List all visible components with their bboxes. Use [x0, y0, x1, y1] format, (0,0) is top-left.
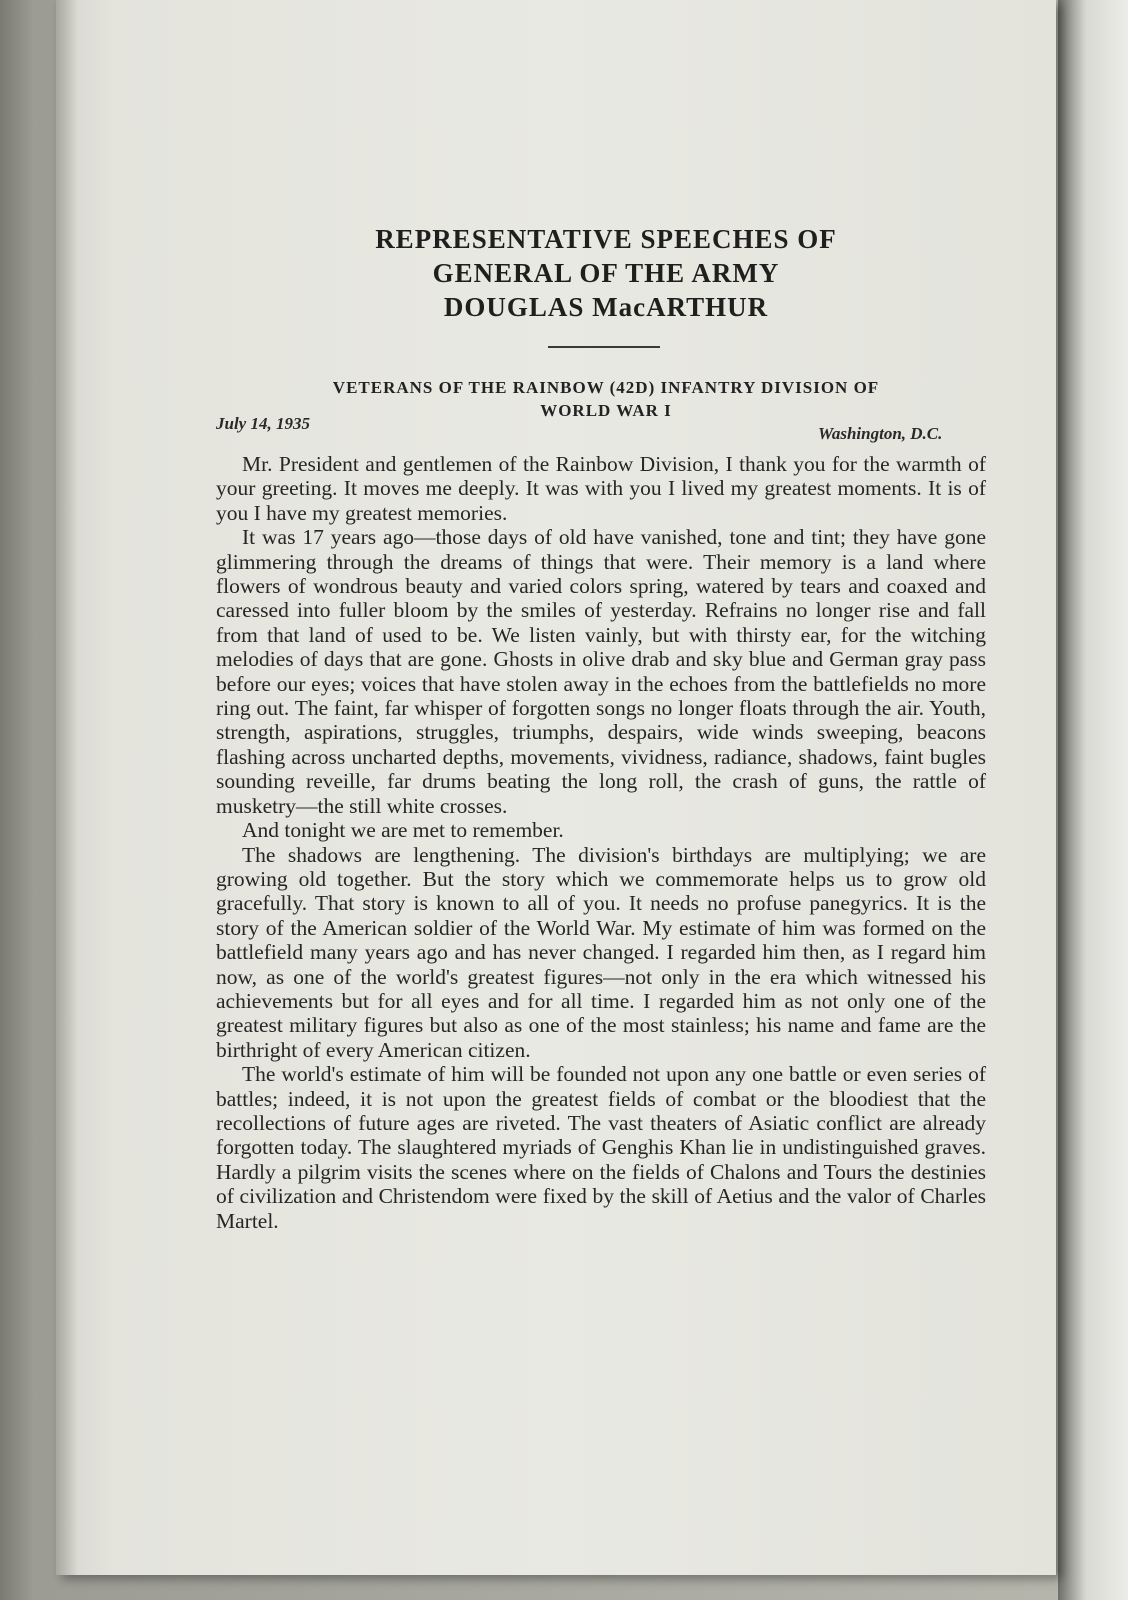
title-divider — [548, 346, 660, 348]
title-line-1: REPRESENTATIVE SPEECHES OF — [375, 224, 837, 254]
speech-body — [216, 452, 986, 1233]
speech-date: July 14, 1935 — [216, 414, 310, 433]
book-title — [216, 222, 996, 324]
title-line-3: DOUGLAS MacARTHUR — [443, 292, 769, 322]
paragraph: It was 17 years ago—those days of old have vanished, tone and tint; they have gone glimmering through the dreams of things that were. Their memory is a land where flowers of wondrous beauty and varied colors spring, watered by tears and coaxed and caressed into fuller bloom by the smiles of yesterday. Refrains no longer rise and fall from that land of used to be. We listen vainly, but with thirsty ear, for the witching melodies of days that are gone. Ghosts in olive drab and sky blue and German gray pass before our eyes; voices that have stolen away in the echoes from the battlefields no more ring out. The faint, far whisper of forgotten songs no longer floats through the air. Youth, strength, aspirations, struggles, triumphs, despairs, wide winds sweeping, beacons flashing across uncharted depths, movements, vividness, radiance, shadows, faint bugles sounding reveille, far drums beating the long roll, the crash of guns, the rattle of musketry—the still white crosses. — [216, 525, 986, 818]
paragraph: Mr. President and gentlemen of the Rainbow Division, I thank you for the warmth of your greeting. It moves me deeply. It was with you I lived my greatest moments. It is of you I have my greatest memories. — [216, 452, 986, 525]
page-gutter — [56, 0, 78, 1575]
speech-title-line-1: VETERANS OF THE RAINBOW (42D) INFANTRY DIVISION OF — [332, 378, 880, 397]
title-line-2: GENERAL OF THE ARMY — [432, 258, 780, 288]
book-page — [56, 0, 1056, 1575]
speech-title — [236, 376, 976, 422]
speech-title-line-2: WORLD WAR I — [540, 401, 672, 420]
paragraph: The world's estimate of him will be founded not upon any one battle or even series of battles; indeed, it is not upon the greatest fields of combat or the bloodiest that the recollections of future ages are riveted. The vast theaters of Asiatic conflict are already forgotten today. The slaughtered myriads of Genghis Khan lie in undistinguished graves. Hardly a pilgrim visits the scenes where on the fields of Chalons and Tours the destinies of civilization and Christendom were fixed by the skill of Aetius and the valor of Charles Martel. — [216, 1062, 986, 1233]
paragraph: The shadows are lengthening. The division's birthdays are multiplying; we are growing old together. But the story which we commemorate helps us to grow old gracefully. That story is known to all of you. It needs no profuse panegyrics. It is the story of the American soldier of the World War. My estimate of him was formed on the battlefield many years ago and has never changed. I regarded him then, as I regard him now, as one of the world's greatest figures—not only in the era which witnessed his achievements but for all eyes and for all time. I regarded him as not only one of the greatest military figures but also as one of the most stainless; his name and fame are the birthright of every American citizen. — [216, 842, 986, 1062]
table-shadow — [1058, 0, 1128, 1600]
paragraph: And tonight we are met to remember. — [242, 818, 564, 843]
speech-place: Washington, D.C. — [818, 424, 943, 443]
